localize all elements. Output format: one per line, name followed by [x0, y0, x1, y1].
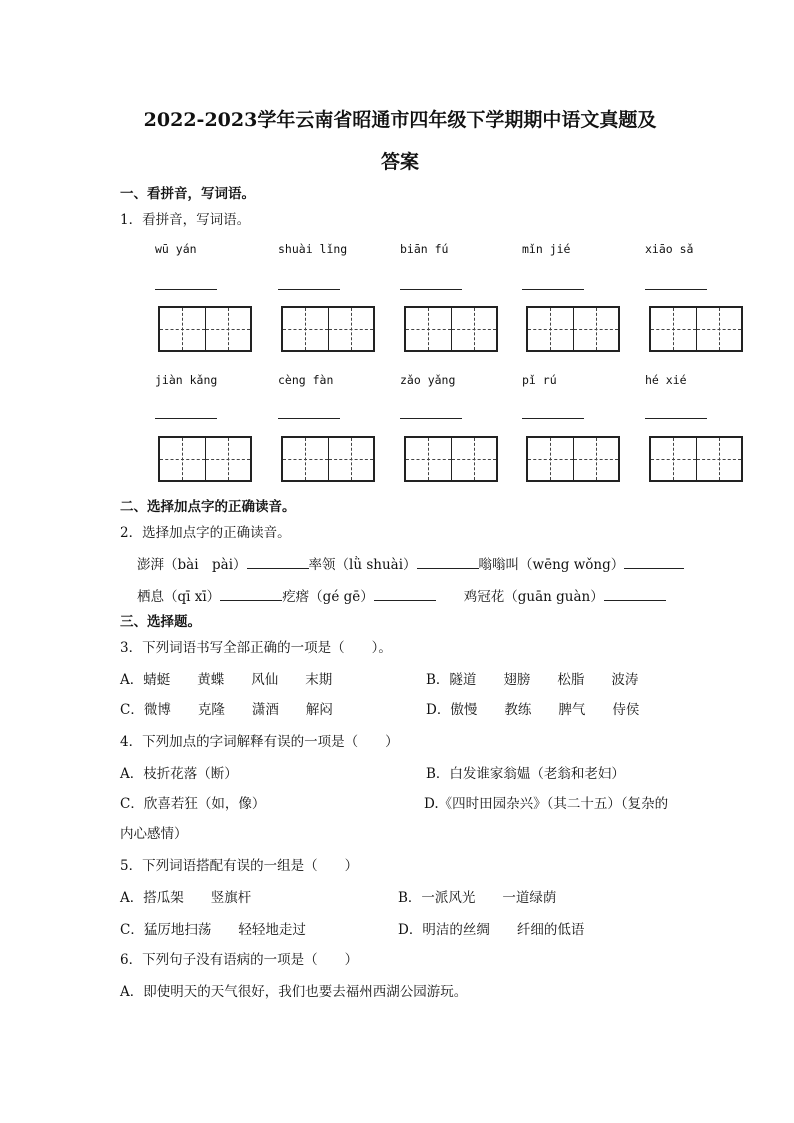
pinyin-label: shuài lǐng [278, 242, 348, 256]
answer-underline [645, 289, 707, 290]
q4-option-d[interactable]: D.《四时田园杂兴》（其二十五）（复杂的 [424, 796, 669, 812]
q5-option-b[interactable]: B．一派风光 一道绿荫 [398, 890, 557, 906]
writing-grid[interactable] [404, 436, 498, 482]
question-2-prompt: 2．选择加点字的正确读音。 [120, 525, 291, 541]
q2-item: 嗡嗡叫（wēng wǒng） [478, 557, 625, 573]
question-5-prompt: 5．下列词语搭配有误的一组是（ ） [120, 858, 359, 874]
q6-option-a[interactable]: A．即使明天的天气很好，我们也要去福州西湖公园游玩。 [120, 984, 468, 1000]
q2-item: 率领（lǜ shuài） [308, 557, 417, 573]
q2-line-2 [137, 585, 666, 605]
writing-grid[interactable] [526, 306, 620, 352]
writing-grid[interactable] [649, 306, 743, 352]
answer-blank[interactable] [220, 588, 282, 601]
pinyin-label: hé xié [645, 373, 687, 387]
pinyin-label: cèng fàn [278, 373, 334, 387]
answer-underline [278, 289, 340, 290]
question-1-prompt: 1．看拼音，写词语。 [120, 212, 251, 228]
answer-underline [400, 289, 462, 290]
q3-option-b[interactable]: B．隧道 翅膀 松脂 波涛 [426, 672, 639, 688]
pinyin-label: zǎo yǎng [400, 373, 456, 387]
answer-blank[interactable] [374, 588, 436, 601]
writing-grid[interactable] [404, 306, 498, 352]
writing-grid[interactable] [526, 436, 620, 482]
answer-blank[interactable] [624, 556, 684, 569]
writing-grid[interactable] [158, 306, 252, 352]
answer-underline [278, 418, 340, 419]
section-2-heading: 二、选择加点字的正确读音。 [120, 499, 296, 515]
q2-item: 栖息（qī xī） [137, 589, 221, 605]
pinyin-label: mǐn jié [522, 242, 571, 256]
answer-blank[interactable] [604, 588, 666, 601]
question-3-prompt: 3．下列词语书写全部正确的一项是（ ）。 [120, 640, 392, 656]
pinyin-label: jiàn kǎng [155, 373, 218, 387]
q2-item: 疙瘩（gé gē） [282, 589, 374, 605]
q3-option-a[interactable]: A．蜻蜓 黄蝶 风仙 末期 [120, 672, 333, 688]
writing-grid[interactable] [281, 436, 375, 482]
q4-option-b[interactable]: B．白发谁家翁媪（老翁和老妇） [426, 766, 625, 782]
pinyin-label: biān fú [400, 242, 449, 256]
q4-option-c[interactable]: C．欣喜若狂（如，像） [120, 796, 266, 812]
writing-grid[interactable] [649, 436, 743, 482]
q2-line-1 [137, 553, 684, 573]
answer-blank[interactable] [247, 556, 309, 569]
q2-item: 鸡冠花（guān guàn） [463, 589, 604, 605]
answer-underline [155, 418, 217, 419]
answer-underline [522, 289, 584, 290]
section-3-heading: 三、选择题。 [120, 614, 201, 630]
q5-option-a[interactable]: A．搭瓜架 竖旗杆 [120, 890, 252, 906]
pinyin-label: xiāo sǎ [645, 242, 694, 256]
answer-underline [522, 418, 584, 419]
q5-option-d[interactable]: D．明洁的丝绸 纤细的低语 [398, 922, 585, 938]
q3-option-d[interactable]: D．傲慢 教练 脾气 侍侯 [426, 702, 640, 718]
writing-grid[interactable] [158, 436, 252, 482]
q2-item: 澎湃（bài pài） [137, 557, 247, 573]
answer-underline [155, 289, 217, 290]
question-6-prompt: 6．下列句子没有语病的一项是（ ） [120, 952, 359, 968]
answer-blank[interactable] [417, 556, 479, 569]
q5-option-c[interactable]: C．猛厉地扫荡 轻轻地走过 [120, 922, 306, 938]
page-title-line1: 2022-2023学年云南省昭通市四年级下学期期中语文真题及 [143, 109, 657, 131]
answer-underline [400, 418, 462, 419]
answer-underline [645, 418, 707, 419]
page-title-line2: 答案 [380, 151, 419, 173]
q4-option-a[interactable]: A．枝折花落（断） [120, 766, 238, 782]
question-4-prompt: 4．下列加点的字词解释有误的一项是（ ） [120, 734, 399, 750]
section-1-heading: 一、看拼音，写词语。 [120, 186, 255, 202]
pinyin-label: wū yán [155, 242, 197, 256]
q4-option-d-continued: 内心感情） [120, 826, 188, 842]
q3-option-c[interactable]: C．微博 克隆 潇酒 解闷 [120, 702, 333, 718]
pinyin-label: pǐ rú [522, 373, 557, 387]
writing-grid[interactable] [281, 306, 375, 352]
